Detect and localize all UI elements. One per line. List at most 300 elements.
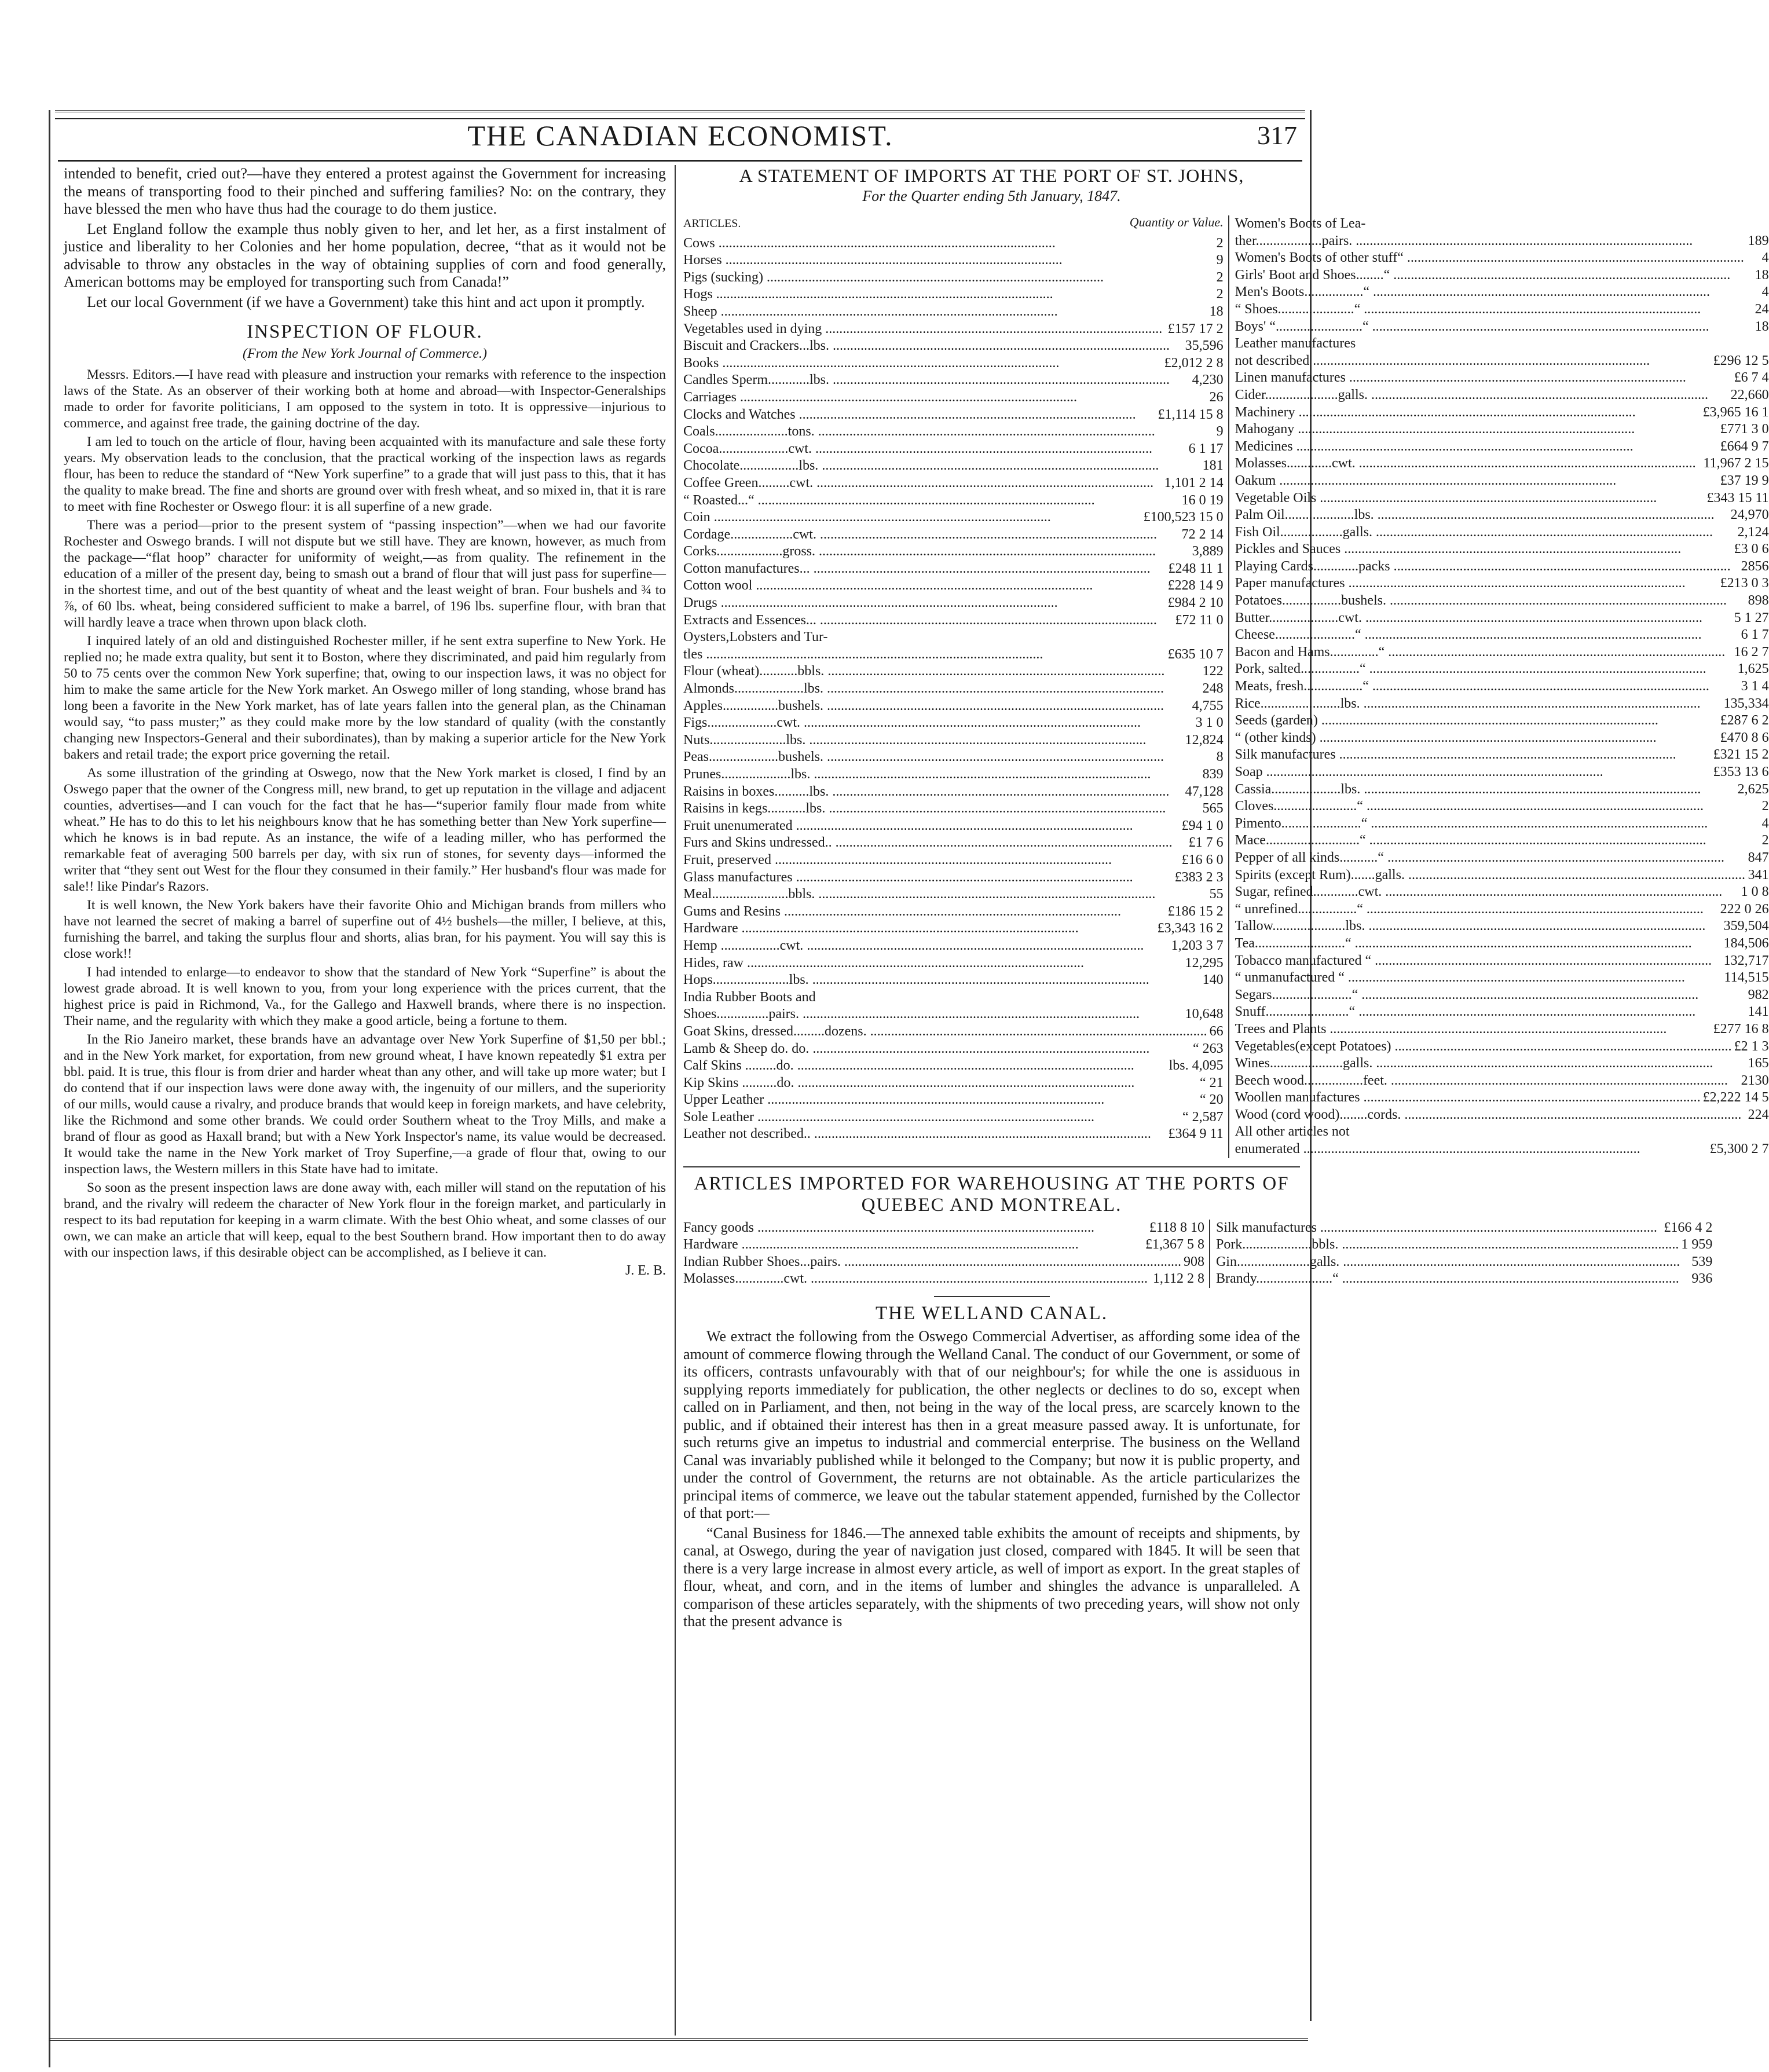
item-name: “ unrefined.................“ .....	[1235, 901, 1704, 918]
item-name: Women's Boots of other stuff“ .....	[1235, 250, 1744, 267]
table-row	[1216, 1236, 1712, 1254]
item-value: “ 263	[1192, 1041, 1224, 1056]
item-value: 2130	[1741, 1072, 1769, 1088]
right-column	[683, 165, 1769, 2036]
item-name: enumerated .....	[1235, 1141, 1640, 1158]
article-paragraph: It is well known, the New York bakers have their favorite Ohio and Michigan brands from millers who have not learned the secret of making a barrel of superfine out of 4½ bushels—the miller, I believe, at this, furnishing the barrel, and taking the surplus flour and shorts, alias bran, for his payment. You will say this is close work!!	[64, 898, 666, 961]
item-name: Apples................bushels. .....	[683, 698, 1164, 715]
item-name: Meats, fresh.................“ .....	[1235, 678, 1709, 695]
statement-title: A STATEMENT OF IMPORTS AT THE PORT OF ST. JOHNS,	[739, 165, 1244, 186]
item-value: 4,755	[1192, 698, 1224, 713]
header-articles: ARTICLES.	[683, 217, 741, 230]
item-value	[1221, 989, 1224, 1006]
table-row	[1235, 404, 1769, 422]
table-row	[1235, 267, 1769, 284]
table-row	[683, 303, 1224, 321]
item-name: Coin .....	[683, 509, 1051, 526]
warehousing-rows-right	[1210, 1220, 1712, 1288]
item-value: £186 15 2	[1167, 903, 1224, 919]
item-name: Cassia....................lbs. .....	[1235, 781, 1701, 799]
table-row	[1235, 678, 1769, 695]
item-name: Rice.......................lbs. .....	[1235, 695, 1701, 713]
table-row	[683, 1271, 1204, 1288]
item-name: Soap .....	[1235, 764, 1603, 781]
table-row	[1235, 524, 1769, 541]
item-value: £383 2 3	[1174, 869, 1224, 885]
item-name: Playing Cards.............packs .....	[1235, 558, 1731, 576]
table-row	[1235, 987, 1769, 1004]
item-value: 5 1 27	[1734, 610, 1769, 625]
article-source: (From the New York Journal of Commerce.)	[243, 346, 487, 361]
item-value: 2856	[1741, 558, 1769, 574]
table-row	[1235, 592, 1769, 610]
table-row	[1235, 935, 1769, 953]
table-row	[683, 595, 1224, 612]
item-value: £5,300 2 7	[1709, 1141, 1769, 1157]
table-row	[1235, 541, 1769, 558]
item-value: 47,128	[1185, 784, 1224, 799]
item-value: £635 10 7	[1167, 646, 1224, 662]
table-row	[1235, 1004, 1769, 1021]
item-name: Cocoa....................cwt. .....	[683, 441, 1152, 458]
item-value: £37 19 9	[1720, 473, 1769, 488]
section-rule	[934, 1296, 1050, 1297]
table-row	[683, 1041, 1224, 1058]
item-name: Gums and Resins .....	[683, 903, 1121, 921]
table-row	[1235, 610, 1769, 627]
page-number: 317	[1257, 120, 1297, 150]
item-value: 3 1 4	[1741, 679, 1769, 694]
item-value: 839	[1202, 767, 1224, 782]
item-value: 1 959	[1681, 1237, 1713, 1253]
item-name: Pickles and Sauces .....	[1235, 541, 1682, 558]
item-name: Vegetable Oils .....	[1235, 490, 1657, 507]
item-value: £364 9 11	[1168, 1126, 1224, 1142]
table-row	[683, 989, 1224, 1006]
item-name: Coffee Green.........cwt. .....	[683, 475, 1153, 492]
table-row	[683, 407, 1224, 424]
item-name: Peas....................bushels. .....	[683, 749, 1164, 766]
item-name: Hemp .................cwt. .....	[683, 938, 1144, 955]
item-name: Pimento.......................“ .....	[1235, 815, 1708, 833]
table-row	[683, 269, 1224, 287]
table-row	[683, 1023, 1224, 1041]
table-row	[1235, 438, 1769, 456]
item-value: £118 8 10	[1149, 1220, 1204, 1235]
item-name: Wines.....................galls. .....	[1235, 1055, 1713, 1072]
item-value: £2,012 2 8	[1164, 355, 1224, 371]
table-row	[1235, 884, 1769, 901]
left-column	[64, 165, 666, 2036]
item-value: “ 2,587	[1182, 1109, 1224, 1125]
table-row	[683, 526, 1224, 544]
item-value: 4	[1761, 815, 1769, 831]
item-value: £287 6 2	[1720, 713, 1769, 729]
item-name: Carriages .....	[683, 389, 1077, 407]
warehousing-title: ARTICLES IMPORTED FOR WAREHOUSING AT THE PORTS OF QUEBEC AND MONTREAL.	[694, 1173, 1290, 1216]
item-name: Seeds (garden) .....	[1235, 712, 1658, 730]
item-name: Leather not described.. .....	[683, 1126, 1151, 1143]
item-name: Biscuit and Crackers...lbs. .....	[683, 338, 1170, 355]
item-value: “ 21	[1199, 1075, 1224, 1090]
table-row	[683, 972, 1224, 989]
article-paragraph: I am led to touch on the article of flour, having been acquainted with its manufacture and sale these forty years. My observation leads to the conclusion, that the practical working of the inspection laws as regards flour, has been to reduce the standard of “New York superfine” to a grade that will just pass to this, that it has the quality to make bread. The fine and shorts are ground over with fresh wheat, and so mixed in, that it is rare to meet with fine Rochester or Oswego flour: it is all superfine of a new grade.	[64, 434, 666, 514]
table-row	[683, 1075, 1224, 1092]
table-row	[683, 834, 1224, 852]
footer-rule	[49, 2038, 1308, 2047]
item-value: 1,101 2 14	[1164, 475, 1224, 490]
item-name: Machinery .....	[1235, 404, 1636, 422]
item-value: 18	[1755, 319, 1769, 334]
imports-rows-right	[1235, 215, 1769, 1158]
item-value: 1,203 3 7	[1171, 938, 1224, 953]
item-name: Oakum .....	[1235, 473, 1617, 490]
item-name: All other articles not	[1235, 1124, 1350, 1140]
opening-paragraph: Let our local Government (if we have a Government) take this hint and act upon it promptly.	[87, 293, 645, 310]
item-name: Leather manufactures	[1235, 336, 1356, 352]
column-divider	[675, 165, 676, 2036]
item-name: Pork....................bbls. .....	[1216, 1236, 1679, 1254]
article-title: INSPECTION OF FLOUR.	[247, 321, 483, 342]
table-row	[683, 1254, 1204, 1271]
item-name: Calf Skins .........do. .....	[683, 1057, 1134, 1075]
item-name: Sheep .....	[683, 303, 1058, 321]
item-name: India Rubber Boots and	[683, 989, 816, 1005]
table-row	[683, 355, 1224, 372]
item-value: 55	[1209, 887, 1224, 902]
article-paragraph: There was a period—prior to the present system of “passing inspection”—when we had our favorite Rochester and Oswego brands. I will not dispute but we still have. They are known, however, as much from the package—“flat hoop” character for uniformity of weight,—as from quality. The refinement in the education of a miller of the present day, being to smash out a brand of flour that will just pass for superfine—in the shortest time, and out of the best quantity of wheat and the least weight of bran. Four bushels and ¾ to ⅞, of 60 lbs. wheat, being considered sufficient to make a barrel, of 196 lbs. superfine flour, with bran that will hardly leave a trace when thrown upon black cloth.	[64, 518, 666, 630]
item-name: Pork, salted.................“ .....	[1235, 661, 1706, 678]
item-value: 165	[1748, 1056, 1769, 1071]
item-name: Drugs .....	[683, 595, 1058, 612]
item-name: Upper Leather .....	[683, 1092, 1104, 1109]
item-value: £3,965 16 1	[1702, 404, 1769, 420]
table-row	[1235, 1123, 1769, 1141]
table-row	[1235, 627, 1769, 644]
item-value: 539	[1691, 1254, 1713, 1269]
item-value: 26	[1209, 389, 1224, 405]
item-name: Paper manufactures .....	[1235, 575, 1686, 592]
journal-title: THE CANADIAN ECONOMIST.	[467, 119, 893, 152]
item-name: Fruit unenumerated .....	[683, 818, 1133, 835]
item-name: Fruit, preserved .....	[683, 852, 1112, 869]
item-value: 66	[1209, 1023, 1224, 1039]
item-name: “ Shoes......................“ .....	[1235, 301, 1701, 319]
table-row	[683, 732, 1224, 749]
imports-rows-left	[683, 235, 1224, 1143]
table-row	[683, 938, 1224, 955]
item-value: 341	[1748, 867, 1769, 883]
item-name: Candles Sperm............lbs. .....	[683, 372, 1170, 389]
table-row	[683, 955, 1224, 972]
item-name: Chocolate.................lbs. .....	[683, 457, 1159, 475]
item-name: Cotton wool .....	[683, 577, 1093, 595]
item-value: 3 1 0	[1195, 715, 1224, 731]
table-row	[1235, 781, 1769, 799]
item-name: Mace...........................“ .....	[1235, 832, 1706, 850]
item-value	[1767, 1123, 1769, 1141]
item-value: 24	[1755, 301, 1769, 317]
table-row	[683, 1057, 1224, 1075]
table-row	[683, 509, 1224, 526]
item-value: 222 0 26	[1720, 901, 1769, 917]
table-row	[683, 646, 1224, 664]
table-row	[683, 749, 1224, 766]
item-value: £296 12 5	[1713, 353, 1769, 368]
item-value: 16 0 19	[1181, 492, 1224, 508]
table-row	[1235, 850, 1769, 867]
item-value: 9	[1216, 252, 1224, 268]
item-value: £277 16 8	[1713, 1021, 1769, 1037]
item-value: 12,824	[1185, 732, 1224, 748]
table-row	[683, 561, 1224, 578]
item-value: 10,648	[1185, 1006, 1224, 1022]
table-row	[1235, 507, 1769, 524]
article-body	[64, 367, 666, 1261]
table-row	[1235, 730, 1769, 747]
item-name: Meal......................bbls. .....	[683, 886, 1155, 903]
table-row	[1235, 901, 1769, 918]
item-name: Tea..........................“ .....	[1235, 935, 1692, 953]
item-name: Raisins in kegs...........lbs. .....	[683, 800, 1166, 818]
item-value: £343 15 11	[1706, 490, 1769, 506]
item-value	[1767, 215, 1769, 233]
item-value: 1 0 8	[1741, 884, 1769, 900]
table-row	[683, 286, 1224, 303]
item-value: 2	[1216, 235, 1224, 251]
article-signature-line	[64, 1263, 666, 1279]
table-row	[1235, 953, 1769, 970]
item-name: Coals.....................tons. .....	[683, 423, 1155, 441]
left-border	[49, 110, 50, 2067]
table-row	[1235, 815, 1769, 833]
item-name: Woollen manufactures .....	[1235, 1089, 1701, 1107]
table-row	[683, 338, 1224, 355]
item-name: Vegetables(except Potatoes) .....	[1235, 1038, 1732, 1056]
item-value: £1,367 5 8	[1145, 1237, 1204, 1253]
item-name: Silk manufactures .....	[1235, 746, 1676, 764]
item-name: Hops......................lbs. .....	[683, 972, 1149, 989]
item-value: 12,295	[1185, 955, 1224, 971]
table-row	[683, 441, 1224, 458]
table-row	[683, 612, 1224, 629]
item-name: “ unmanufactured “ .....	[1235, 969, 1685, 987]
item-name: Pepper of all kinds...........“ .....	[1235, 850, 1724, 867]
item-value: £16 6 0	[1181, 852, 1224, 867]
item-name: Fish Oil..................galls. .....	[1235, 524, 1713, 541]
item-name: Hardware .....	[683, 920, 1079, 938]
opening-paragraph: Let England follow the example thus nobly given to her, and let her, as a first instalment of justice and liberality to her Colonies and her home population, decree, “that as it would not be advisable to throw any obstacles in the way of obtaining supplies of corn and food generally, American bottoms may be employed for transporting such from Canada!”	[64, 220, 666, 290]
item-name: Wood (cord wood)........cords. .....	[1235, 1107, 1742, 1124]
table-row	[1235, 455, 1769, 473]
table-row	[683, 903, 1224, 921]
item-name: Indian Rubber Shoes...pairs. .....	[683, 1254, 1181, 1271]
table-row	[683, 715, 1224, 732]
page-header	[58, 119, 1303, 159]
table-row	[1235, 644, 1769, 661]
item-value: 2,625	[1737, 781, 1769, 797]
item-name: Bacon and Hams..............“ .....	[1235, 644, 1726, 661]
item-value: 2	[1216, 287, 1224, 302]
item-name: Prunes....................lbs. .....	[683, 766, 1151, 784]
table-row	[1235, 490, 1769, 507]
item-value: 224	[1748, 1107, 1769, 1122]
item-name: tles .....	[683, 646, 1043, 664]
item-value: £157 17 2	[1167, 321, 1224, 336]
item-value: 908	[1183, 1254, 1204, 1269]
item-value: £321 15 2	[1713, 747, 1769, 763]
item-value: £213 0 3	[1720, 576, 1769, 591]
article-signature: J. E. B.	[625, 1263, 666, 1278]
item-name: Linen manufactures .....	[1235, 369, 1686, 387]
table-row	[1235, 661, 1769, 678]
item-value: lbs. 4,095	[1169, 1058, 1224, 1074]
item-value: 24,970	[1730, 507, 1769, 523]
table-row	[1235, 1055, 1769, 1072]
table-row	[683, 372, 1224, 389]
table-row	[1235, 918, 1769, 935]
header-rule-bottom	[58, 160, 1302, 162]
opening-paragraph: intended to benefit, cried out?—have they entered a protest against the Government for increasing the means of transporting food to their pinched and suffering families? No: on the contrary, they have blessed the men who have thus had the courage to do them justice.	[64, 165, 666, 217]
table-row	[683, 766, 1224, 784]
item-name: Gin.....................galls. .....	[1216, 1254, 1680, 1271]
item-name: Goat Skins, dressed.........dozens. .....	[683, 1023, 1207, 1041]
table-row	[1235, 473, 1769, 490]
table-row	[1235, 575, 1769, 592]
article-paragraph: Messrs. Editors.—I have read with pleasure and instruction your remarks with reference to the inspection laws of the State. As an observer of their working both at home and abroad—with Inspector-Generalships made to order for favorite politicians, I am opposed to the system in toto. It is oppressive—injurious to commerce, and against free trade, the gaining doctrine of the day.	[64, 367, 666, 431]
item-value: 6 1 7	[1741, 627, 1769, 643]
table-row	[1235, 1107, 1769, 1124]
item-value: 4	[1761, 250, 1769, 266]
table-row	[1235, 832, 1769, 850]
item-value: 8	[1216, 749, 1224, 765]
item-name: Figs....................cwt. .....	[683, 715, 1141, 732]
item-name: Books .....	[683, 355, 1059, 372]
item-value: 898	[1748, 593, 1769, 609]
table-row	[1235, 712, 1769, 730]
item-name: Tallow.....................lbs. .....	[1235, 918, 1706, 935]
table-row	[683, 543, 1224, 561]
item-name: Clocks and Watches .....	[683, 407, 1136, 424]
item-name: Beech wood.................feet. .....	[1235, 1072, 1728, 1090]
item-value: £94 1 0	[1181, 818, 1224, 833]
item-value: 11,967 2 15	[1703, 456, 1769, 471]
item-name: Fancy goods .....	[683, 1220, 1094, 1237]
item-value: 181	[1202, 458, 1224, 474]
table-row	[683, 252, 1224, 269]
table-row	[1235, 335, 1769, 353]
item-name: Boys' “.........................“ .....	[1235, 319, 1709, 336]
table-row	[1235, 1141, 1769, 1158]
item-name: Cordage..................cwt. .....	[683, 526, 1157, 544]
table-row	[683, 1220, 1204, 1237]
item-name: Silk manufactures .....	[1216, 1220, 1657, 1237]
table-row	[1235, 764, 1769, 781]
item-name: Butter....................cwt. .....	[1235, 610, 1702, 627]
table-row	[1235, 215, 1769, 233]
table-row	[683, 492, 1224, 510]
table-row	[683, 784, 1224, 801]
item-name: Kip Skins ..........do. .....	[683, 1075, 1134, 1092]
item-value	[1221, 629, 1224, 646]
table-row	[683, 1236, 1204, 1254]
imports-table-header	[683, 215, 1224, 233]
item-name: Palm Oil....................lbs. .....	[1235, 507, 1715, 524]
item-name: Flour (wheat)...........bbls. .....	[683, 663, 1164, 680]
item-value: 1,625	[1737, 661, 1769, 677]
table-row	[1235, 301, 1769, 319]
table-row	[683, 818, 1224, 835]
item-name: Lamb & Sheep do. do. .....	[683, 1041, 1149, 1058]
item-name: Sugar, refined.............cwt. .....	[1235, 884, 1723, 901]
table-row	[683, 800, 1224, 818]
item-name: Vegetables used in dying .....	[683, 321, 1162, 338]
item-value: 982	[1748, 987, 1769, 1002]
item-name: Corks...................gross. .....	[683, 543, 1156, 561]
item-name: Cheese.......................“ .....	[1235, 627, 1702, 644]
item-value: £3,343 16 2	[1157, 921, 1224, 936]
table-row	[1216, 1271, 1712, 1288]
table-row	[683, 235, 1224, 252]
item-value: 4	[1761, 284, 1769, 300]
item-name: Cloves........................“ .....	[1235, 798, 1704, 815]
item-name: ther...................pairs. .....	[1235, 233, 1693, 250]
item-value: 1,112 2 8	[1152, 1271, 1204, 1287]
item-name: Men's Boots.................“ .....	[1235, 284, 1710, 301]
item-value: 16 2 7	[1734, 644, 1769, 660]
item-value: £1 7 6	[1188, 835, 1224, 851]
item-value: 2	[1761, 799, 1769, 814]
warehousing-table	[683, 1220, 1713, 1288]
item-value: £248 11 1	[1168, 561, 1224, 576]
table-row	[683, 629, 1224, 646]
table-row	[1235, 969, 1769, 987]
item-value: 22,660	[1730, 387, 1769, 402]
item-value: £470 8 6	[1720, 730, 1769, 745]
table-row	[1235, 746, 1769, 764]
table-row	[683, 1109, 1224, 1126]
item-value: 6 1 17	[1188, 441, 1224, 456]
table-row	[683, 698, 1224, 715]
item-value: 936	[1691, 1271, 1713, 1287]
imports-table-left	[683, 215, 1229, 1158]
item-name: Girls' Boot and Shoes........“ .....	[1235, 267, 1731, 284]
imports-table-right	[1229, 215, 1769, 1158]
imports-table	[683, 215, 1769, 1158]
warehousing-rows-left	[683, 1220, 1210, 1288]
item-value: 3,889	[1192, 544, 1224, 559]
item-value: 141	[1748, 1004, 1769, 1020]
item-name: Almonds....................lbs. .....	[683, 680, 1164, 698]
item-value: 114,515	[1724, 970, 1769, 986]
item-name: Pigs (sucking) .....	[683, 269, 1104, 287]
item-value: £664 9 7	[1720, 438, 1769, 454]
item-value: 2	[1761, 833, 1769, 848]
item-value: 565	[1202, 801, 1224, 817]
statement-subtitle: For the Quarter ending 5th January, 1847.	[862, 188, 1121, 204]
table-row	[1235, 369, 1769, 387]
item-value: 248	[1202, 681, 1224, 697]
table-row	[1235, 233, 1769, 250]
table-row	[683, 886, 1224, 903]
item-value: £1,114 15 8	[1158, 407, 1224, 422]
table-row	[1235, 1089, 1769, 1107]
item-value: 135,334	[1723, 695, 1769, 711]
item-name: Mahogany .....	[1235, 421, 1635, 438]
table-row	[1235, 319, 1769, 336]
table-row	[1235, 353, 1769, 370]
item-name: “ Roasted...“ .....	[683, 492, 1095, 510]
